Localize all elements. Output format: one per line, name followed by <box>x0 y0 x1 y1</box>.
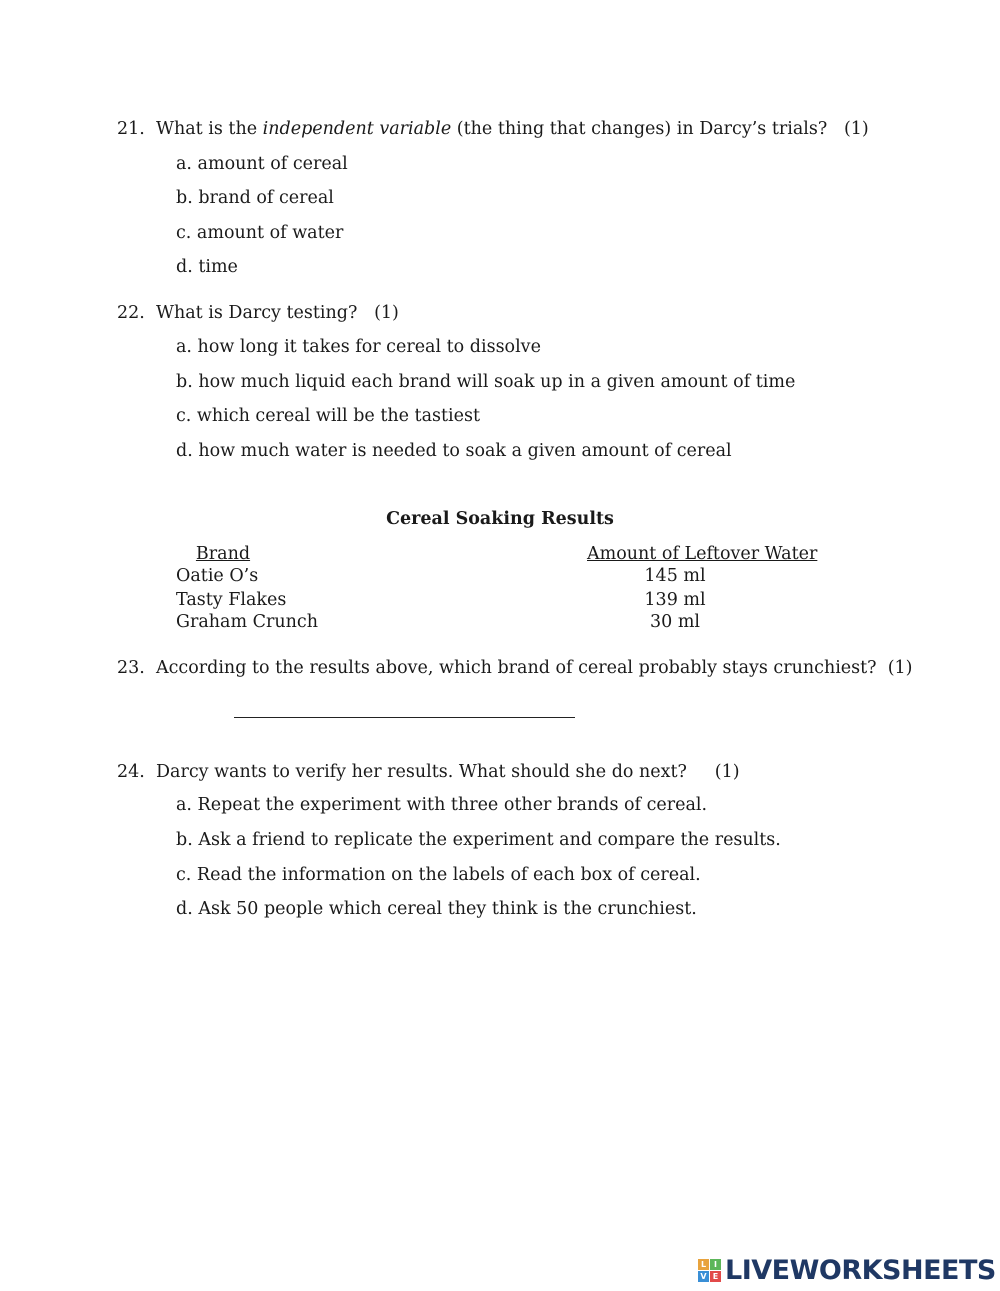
q21-stem-emphasis: independent variable <box>262 119 452 139</box>
logo-text: LIVEWORKSHEETS <box>725 1254 996 1286</box>
q24-option-b[interactable]: b. Ask a friend to replicate the experiment and compare the results. <box>176 830 781 850</box>
question-22 <box>117 303 399 323</box>
logo-blocks-icon <box>698 1259 721 1282</box>
q24-stem: Darcy wants to verify her results. What should she do next? <box>155 762 687 782</box>
q21-stem-post: (the thing that changes) in Darcy’s trials? <box>451 119 828 139</box>
q23-stem: According to the results above, which brand of cereal probably stays crunchiest? <box>155 658 877 678</box>
logo-block-l: L <box>698 1259 709 1270</box>
q21-option-c[interactable]: c. amount of water <box>176 223 344 243</box>
q22-option-c[interactable]: c. which cereal will be the tastiest <box>176 406 481 426</box>
q24-option-c[interactable]: c. Read the information on the labels of each box of cereal. <box>176 865 701 885</box>
q21-option-d[interactable]: d. time <box>176 257 238 277</box>
q23-answer-line[interactable] <box>234 717 575 718</box>
q22-option-a[interactable]: a. how long it takes for cereal to dissolve <box>176 337 541 357</box>
q23-number: 23. <box>117 658 145 678</box>
q22-stem: What is Darcy testing? <box>155 303 358 323</box>
logo-block-e: E <box>710 1271 721 1282</box>
question-24 <box>117 762 740 782</box>
table-row-2-brand: Tasty Flakes <box>176 590 287 610</box>
table-row-3-brand: Graham Crunch <box>176 612 319 632</box>
liveworksheets-logo <box>698 1255 996 1285</box>
table-row-1-brand: Oatie O’s <box>176 566 259 586</box>
q21-number: 21. <box>117 119 145 139</box>
table-row-1-amount: 145 ml <box>644 566 706 586</box>
logo-block-v: V <box>698 1271 709 1282</box>
q24-number: 24. <box>117 762 145 782</box>
table-row-2-amount: 139 ml <box>644 590 706 610</box>
q21-option-a[interactable]: a. amount of cereal <box>176 154 348 174</box>
q24-option-d[interactable]: d. Ask 50 people which cereal they think is the crunchiest. <box>176 899 697 919</box>
q22-number: 22. <box>117 303 145 323</box>
table-header-amount: Amount of Leftover Water <box>587 544 818 564</box>
question-23 <box>117 658 913 678</box>
question-21 <box>117 119 869 139</box>
q23-points: (1) <box>887 658 913 678</box>
logo-block-i: I <box>710 1259 721 1270</box>
q22-option-d[interactable]: d. how much water is needed to soak a given amount of cereal <box>176 441 732 461</box>
q22-option-b[interactable]: b. how much liquid each brand will soak up in a given amount of time <box>176 372 796 392</box>
q21-stem-pre: What is the <box>155 119 263 139</box>
q21-option-b[interactable]: b. brand of cereal <box>176 188 334 208</box>
q21-points: (1) <box>843 119 869 139</box>
q24-points: (1) <box>714 762 740 782</box>
q24-option-a[interactable]: a. Repeat the experiment with three other brands of cereal. <box>176 795 708 815</box>
table-header-brand: Brand <box>195 544 251 564</box>
q22-points: (1) <box>374 303 399 323</box>
table-title: Cereal Soaking Results <box>386 509 614 529</box>
table-row-3-amount: 30 ml <box>649 612 701 632</box>
